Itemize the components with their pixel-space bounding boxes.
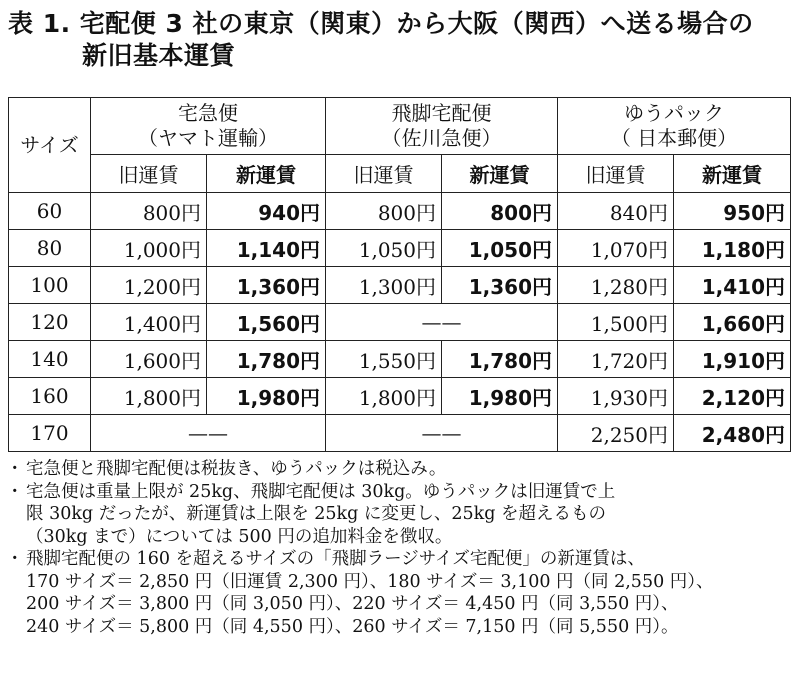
old-fare-cell: 1,600円 [91,341,207,378]
old-fare-header: 旧運賃 [91,155,207,193]
size-cell: 60 [9,193,91,230]
table-row [9,267,791,304]
table-row [9,341,791,378]
size-cell: 170 [9,415,91,452]
footnote-item [6,458,794,481]
not-applicable-cell: —— [91,415,326,452]
new-fare-header: 新運賃 [674,155,791,193]
old-fare-cell: 1,800円 [91,378,207,415]
footnote-line: ・ 宅急便は重量上限が 25kg、飛脚宅配便は 30kg。ゆうパックは旧運賃で上 [26,481,616,502]
new-fare-cell: 1,180円 [674,230,791,267]
new-fare-cell: 940円 [207,193,326,230]
new-fare-cell: 1,360円 [207,267,326,304]
carrier-header-row [9,98,791,155]
title-line-2: 新旧基本運賃 [82,41,236,70]
new-fare-cell: 800円 [442,193,558,230]
fare-type-header-row [9,155,791,193]
carrier-name: 宅急便 [178,101,238,125]
old-fare-cell: 1,930円 [558,378,674,415]
old-fare-cell: 1,050円 [326,230,442,267]
new-fare-cell: 1,660円 [674,304,791,341]
footnote-line: ・ 宅急便と飛脚宅配便は税抜き、ゆうパックは税込み。 [26,459,447,479]
footnote-item [6,481,794,549]
fare-table [8,97,791,452]
footnote-item [6,548,794,638]
old-fare-cell: 840円 [558,193,674,230]
footnote-line: 170 サイズ＝ 2,850 円（旧運賃 2,300 円）、180 サイズ＝ 3,100 円（同 2,550 円）、 [26,571,714,592]
new-fare-cell: 1,140円 [207,230,326,267]
size-cell: 100 [9,267,91,304]
footnote-line: 200 サイズ＝ 3,800 円（同 3,050 円）、220 サイズ＝ 4,450 円（同 3,550 円）、 [26,594,679,614]
old-fare-cell: 1,300円 [326,267,442,304]
old-fare-cell: 1,400円 [91,304,207,341]
old-fare-cell: 2,250円 [558,415,674,452]
size-header: サイズ [9,98,91,193]
old-fare-cell: 1,200円 [91,267,207,304]
size-cell: 120 [9,304,91,341]
footnote-line: 240 サイズ＝ 5,800 円（同 4,550 円）、260 サイズ＝ 7,150 円（同 5,550 円）。 [26,616,679,637]
not-applicable-cell: —— [326,415,558,452]
carrier-name: ゆうパック [624,101,724,125]
old-fare-cell: 1,550円 [326,341,442,378]
new-fare-cell: 1,560円 [207,304,326,341]
document-title [8,8,792,72]
new-fare-cell: 950円 [674,193,791,230]
new-fare-cell: 1,780円 [442,341,558,378]
footnote-line: 限 30kg だったが、新運賃は上限を 25kg に変更し、25kg を超えるもの [26,504,607,524]
new-fare-cell: 1,780円 [207,341,326,378]
carrier-header-yupack [558,98,791,155]
not-applicable-cell: —— [326,304,558,341]
new-fare-cell: 1,910円 [674,341,791,378]
old-fare-cell: 1,800円 [326,378,442,415]
footnotes [6,458,794,638]
table-row [9,415,791,452]
size-cell: 80 [9,230,91,267]
title-line-1: 表 1. 宅配便 3 社の東京（関東）から大阪（関西）へ送る場合の [8,9,754,38]
size-cell: 140 [9,341,91,378]
carrier-company: （ 日本郵便） [610,126,738,150]
table-row [9,304,791,341]
carrier-company: （佐川急便） [381,126,502,150]
table-row [9,230,791,267]
old-fare-cell: 1,280円 [558,267,674,304]
new-fare-cell: 1,980円 [442,378,558,415]
old-fare-header: 旧運賃 [326,155,442,193]
new-fare-cell: 1,980円 [207,378,326,415]
footnote-line: ・ 飛脚宅配便の 160 を超えるサイズの「飛脚ラージサイズ宅配便」の新運賃は、 [26,549,645,569]
table-row [9,378,791,415]
new-fare-cell: 2,480円 [674,415,791,452]
carrier-company: （ヤマト運輸） [138,126,278,150]
old-fare-cell: 1,500円 [558,304,674,341]
new-fare-cell: 1,360円 [442,267,558,304]
footnote-line: （30kg まで）については 500 円の追加料金を徴収。 [26,526,453,547]
carrier-header-sagawa [326,98,558,155]
size-cell: 160 [9,378,91,415]
new-fare-header: 新運賃 [442,155,558,193]
new-fare-cell: 1,410円 [674,267,791,304]
new-fare-cell: 2,120円 [674,378,791,415]
old-fare-cell: 1,720円 [558,341,674,378]
table-row [9,193,791,230]
new-fare-cell: 1,050円 [442,230,558,267]
old-fare-cell: 800円 [91,193,207,230]
old-fare-cell: 1,000円 [91,230,207,267]
carrier-header-yamato [91,98,326,155]
old-fare-cell: 1,070円 [558,230,674,267]
old-fare-cell: 800円 [326,193,442,230]
carrier-name: 飛脚宅配便 [391,101,492,125]
new-fare-header: 新運賃 [207,155,326,193]
old-fare-header: 旧運賃 [558,155,674,193]
